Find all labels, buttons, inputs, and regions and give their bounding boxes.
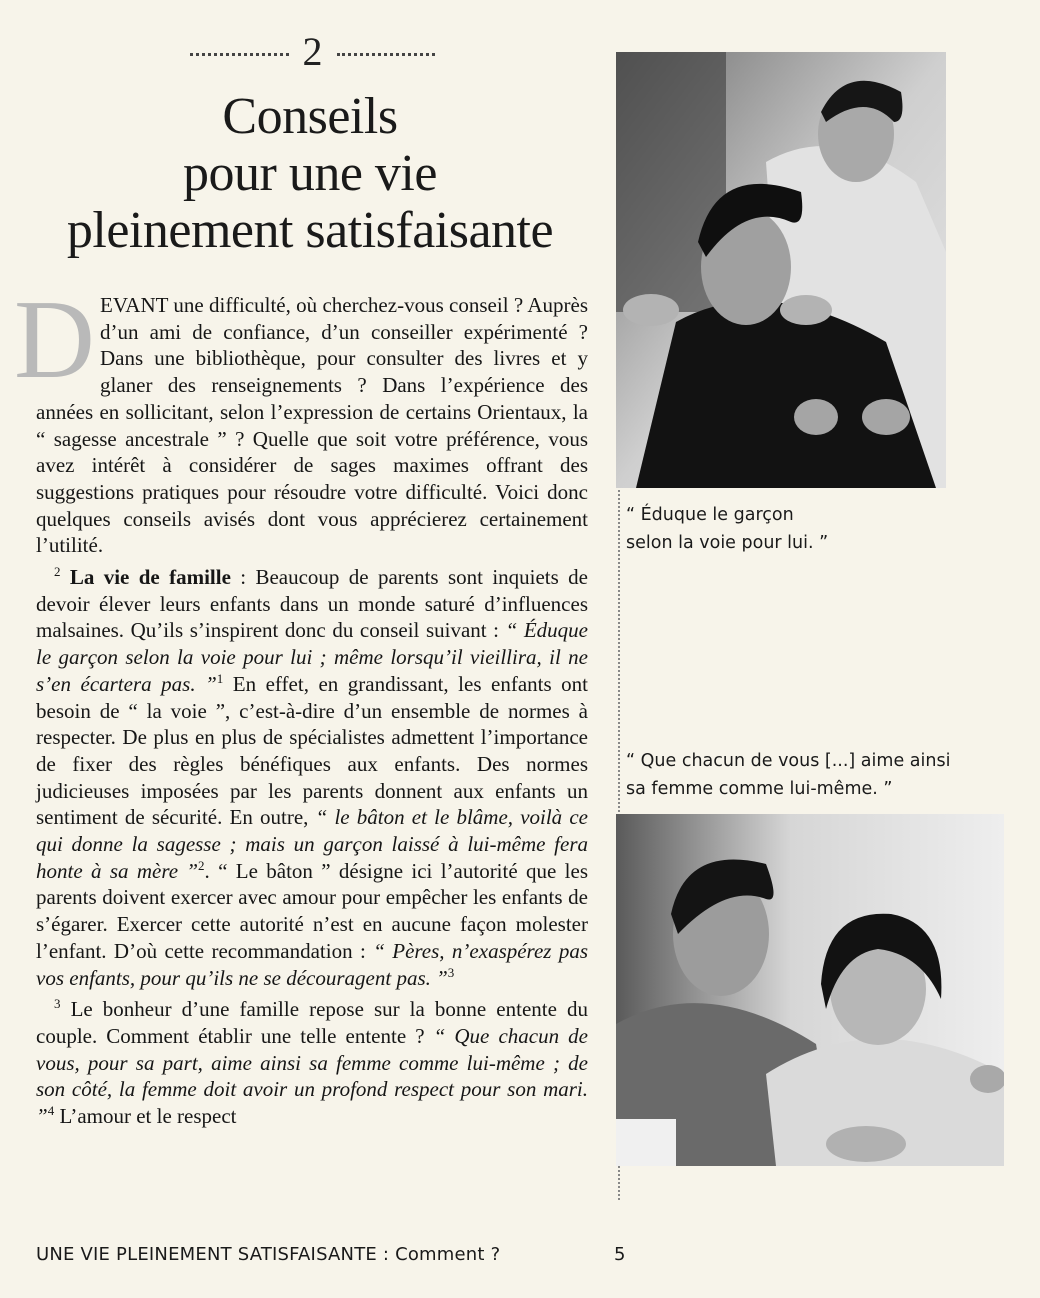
caption-2-line-2: sa femme comme lui-même. ” [626, 779, 893, 799]
scripture-quote: “ Éduque le garçon selon la voie pour lui ; même lorsqu’il vieillira, il ne s’en écartera pas. ” [36, 618, 588, 696]
chapter-number [190, 28, 435, 75]
page-number: 5 [614, 1244, 626, 1265]
paragraph-1-text: EVANT une difficulté, où cherchez-vous conseil ? Auprès d’un ami de confiance, d’un conseiller expérimenté ? Dans une bibliothèque, pour consulter des livres et y glaner des renseignements ? Dans l’expérience des années en sollicitant, selon l’expression de certains Orientaux, la “ sagesse ancestrale ” ? Quelle que soit votre préférence, vous avez intérêt à considérer de sages maximes offrant des suggestions pratiques pour résoudre votre difficulté. Voici donc quelques conseils avisés dont vous apprécierez certainement l’utilité. [36, 293, 588, 558]
page-title [30, 88, 590, 259]
footnote-ref: 4 [47, 1103, 55, 1119]
photo-caption-1 [626, 501, 926, 557]
title-line-3: pleinement satisfaisante [66, 202, 554, 259]
paragraph-3-text-b: L’amour et le respect [54, 1104, 237, 1129]
scripture-quote: “ Pères, n’exaspérez pas vos enfants, pour qu’ils ne se découragent pas. ” [36, 938, 588, 990]
paragraph-number: 3 [54, 996, 61, 1012]
footnote-ref: 3 [447, 964, 455, 980]
paragraph-3-text-a: Le bonheur d’une famille repose sur la bonne entente du couple. Comment établir une telle entente ? [36, 997, 588, 1048]
caption-1-line-2: selon la voie pour lui. ” [626, 533, 829, 553]
paragraph-1 [14, 278, 588, 559]
paragraph-2-text-c: . “ Le bâton ” désigne ici l’autorité que les parents doivent exercer avec amour pour empêcher les enfants de s’égarer. Exercer cette autorité n’est en aucune façon molester l’enfant. D’où cette recommandation : [36, 858, 588, 963]
drop-cap: D [14, 278, 95, 402]
photo-couple [616, 814, 1004, 1166]
footnote-ref: 2 [198, 857, 205, 873]
paragraph-3 [36, 996, 588, 1130]
running-footer: UNE VIE PLEINEMENT SATISFAISANTE : Comment ? [36, 1244, 501, 1265]
paragraph-number: 2 [54, 564, 61, 580]
photo-father-son [616, 52, 946, 488]
title-line-2: pour une vie [183, 145, 437, 202]
dotted-rule-left [190, 53, 289, 56]
caption-2-line-1: “ Que chacun de vous [...] aime ainsi [626, 751, 951, 771]
scripture-quote: “ le bâton et le blâme, voilà ce qui donne la sagesse ; mais un garçon laissé à lui-même fera honte à sa mère ” [36, 805, 588, 883]
body-text [14, 278, 589, 1130]
footnote-ref: 1 [216, 670, 224, 686]
caption-1-line-1: “ Éduque le garçon [626, 505, 794, 525]
photo-caption-2 [626, 747, 1006, 803]
chapter-number-text: 2 [302, 29, 323, 74]
dotted-rule-right [337, 53, 436, 56]
section-heading: La vie de famille [69, 565, 231, 590]
paragraph-2-text-a: : Beaucoup de parents sont inquiets de devoir élever leurs enfants dans un monde saturé d’influences malsaines. Qu’ils s’inspirent donc du conseil suivant : [36, 565, 588, 643]
paragraph-2 [36, 564, 588, 991]
scripture-quote: “ Que chacun de vous, pour sa part, aime ainsi sa femme comme lui-même ; de son côté, la femme doit avoir un profond respect pour son mari. ” [36, 1023, 588, 1129]
paragraph-2-text-b: En effet, en grandissant, les enfants ont besoin de “ la voie ”, c’est-à-dire d’un ensemble de normes à respecter. De plus en plus de spécialistes admettent l’importance de fixer des règles bénéfiques aux enfants. Des normes judicieuses imposées par les parents donnent aux enfants un sentiment de sécurité. En outre, [36, 671, 589, 830]
title-line-1: Conseils [222, 88, 398, 145]
